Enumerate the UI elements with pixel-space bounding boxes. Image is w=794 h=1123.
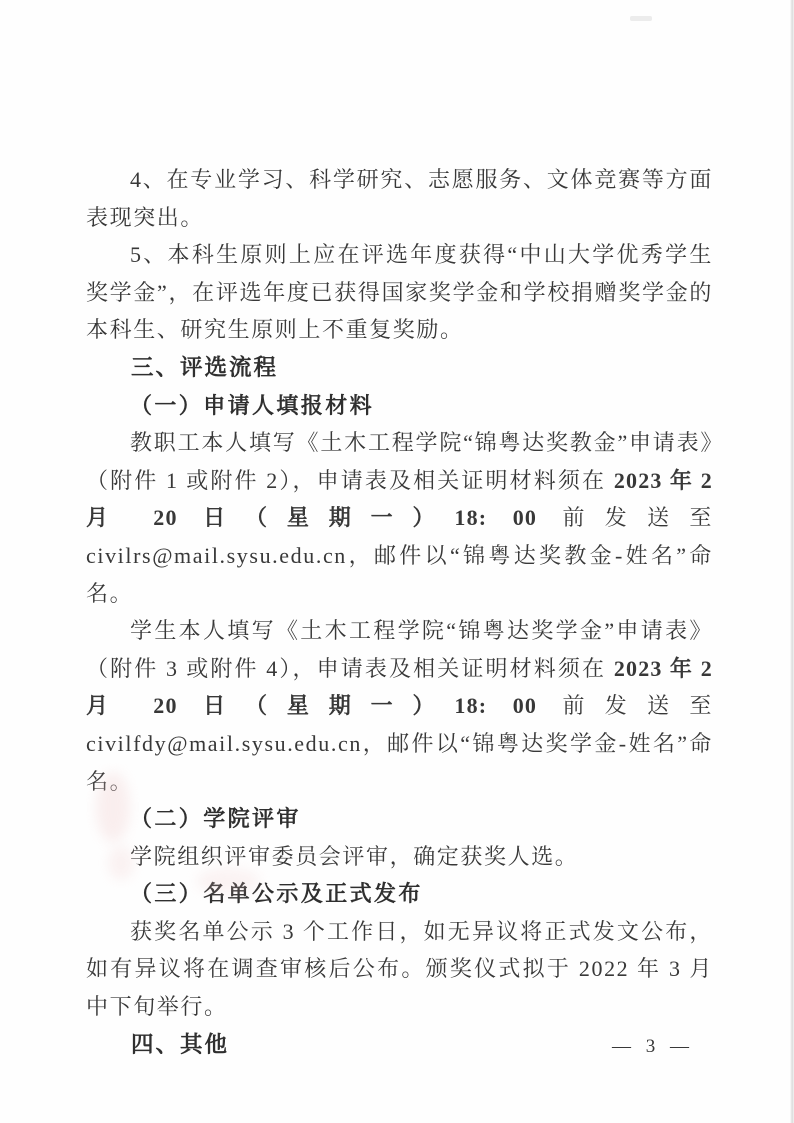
para-review-committee <box>86 838 713 876</box>
para-publicity-details <box>86 913 713 1026</box>
text-run: 教职工本人填写《土木工程学院“锦粤达奖教金”申请表》（附件 1 或附件 2），申请表及相关证明材料须在 <box>86 430 713 493</box>
deadline-emphasis: 2023 年 2 月 20 日（星期一）18: 00 <box>86 655 713 719</box>
heading-text: 三、评选流程 <box>131 354 279 380</box>
deadline-emphasis: 2023 年 2 月 20 日（星期一）18: 00 <box>86 467 713 531</box>
scan-smudge <box>96 772 130 842</box>
text-run: 学院组织评审委员会评审，确定获奖人选。 <box>130 843 579 869</box>
subsection-heading-publicity-release <box>86 875 713 913</box>
scan-edge-artifact <box>790 0 794 1123</box>
heading-text: （一）申请人填报材料 <box>130 392 375 418</box>
subsection-heading-application-materials <box>86 387 713 425</box>
heading-text: （二）学院评审 <box>130 806 301 832</box>
text-run-with-email: 前发送至 civilrs@mail.sysu.edu.cn，邮件以“锦粤达奖教金-姓名”命名。 <box>86 505 713 606</box>
subsection-heading-college-review <box>86 800 713 838</box>
text-run: 学生本人填写《土木工程学院“锦粤达奖学金”申请表》（附件 3 或附件 4），申请表及相关证明材料须在 <box>86 618 713 681</box>
para-student-application <box>86 612 713 800</box>
scan-smudge <box>196 868 260 894</box>
para-staff-application <box>86 424 713 612</box>
text-run: 5、本科生原则上应在评选年度获得“中山大学优秀学生奖学金”，在评选年度已获得国家奖学金和学校捐赠奖学金的本科生、研究生原则上不重复奖励。 <box>86 242 713 343</box>
text-run: 4、在专业学习、科学研究、志愿服务、文体竞赛等方面表现突出。 <box>86 167 713 230</box>
clause-4 <box>86 161 713 236</box>
text-run: 获奖名单公示 3 个工作日，如无异议将正式发文公布，如有异议将在调查审核后公布。颁奖仪式拟于 2022 年 3 月中下旬举行。 <box>86 918 713 1020</box>
page-number: — 3 — <box>612 1036 694 1057</box>
text-run-with-email: 前发送至 civilfdy@mail.sysu.edu.cn，邮件以“锦粤达奖学金-姓名”命名。 <box>86 693 713 794</box>
scan-smudge <box>108 846 134 880</box>
clause-5 <box>86 236 713 349</box>
section-heading-selection-process <box>86 349 713 387</box>
scan-mark-artifact <box>630 16 652 21</box>
document-body <box>86 161 713 1063</box>
heading-text: （三）名单公示及正式发布 <box>130 881 423 907</box>
heading-text: 四、其他 <box>131 1031 230 1057</box>
